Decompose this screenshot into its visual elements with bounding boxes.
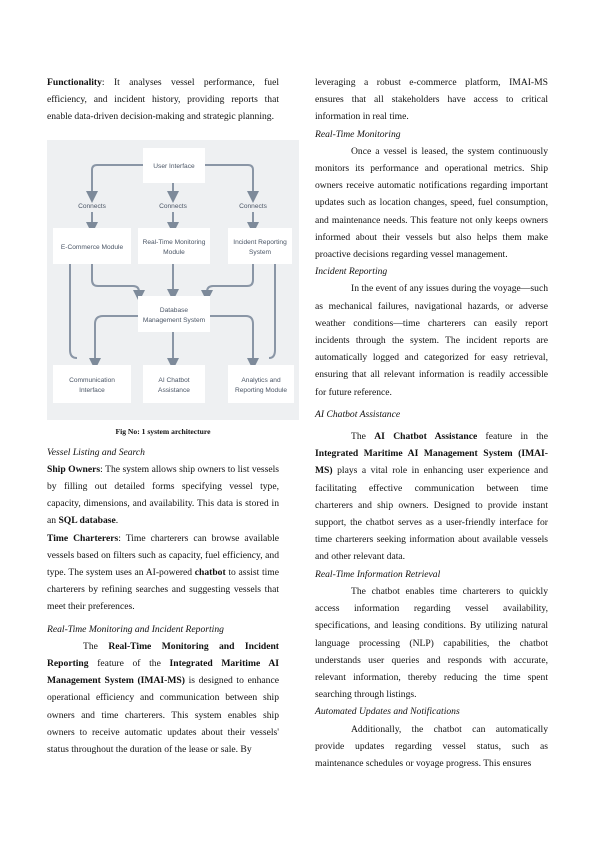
- time-charterers-paragraph: [47, 530, 279, 616]
- label-user-interface: User Interface: [153, 162, 195, 170]
- label-communication-1: Communication: [69, 376, 115, 384]
- box-communication: [53, 365, 131, 403]
- label-connects-right: Connects: [239, 202, 267, 210]
- rti-feature-term: Real-Time Monitoring and Incident Reporting: [47, 640, 279, 670]
- ship-owners-label: Ship Owners: [47, 463, 101, 475]
- label-connects-mid: Connects: [159, 202, 187, 210]
- label-database-1: Database: [159, 306, 189, 314]
- incident-reporting-paragraph: In the event of any issues during the voyage—such as mechanical failures, navigational hazards, or adverse weather conditions—time charterers can easily report incidents through the system. The incident reports are automatically logged and categorized for easy retrieval, ensuring that all relevant information is readily accessible for future reference.: [315, 283, 548, 398]
- ship-owners-end: .: [115, 515, 119, 527]
- sql-database-term: SQL database: [58, 515, 116, 527]
- label-communication-2: Interface: [79, 386, 105, 394]
- chatbot-system-term: Integrated Maritime AI Management System (IMAI-MS): [315, 448, 548, 477]
- ai-chatbot-paragraph: [315, 428, 548, 566]
- heading-incident-reporting: Incident Reporting: [315, 266, 388, 278]
- label-analytics-2: Reporting Module: [234, 386, 288, 394]
- chatbot-start: The: [351, 431, 375, 443]
- box-incident: [228, 228, 292, 264]
- automated-updates-paragraph: Additionally, the chatbot can automatically provide updates regarding vessel status, such as maintenance schedules or voyage progress. This ensures: [315, 723, 548, 769]
- label-ecommerce: E-Commerce Module: [60, 243, 124, 251]
- heading-realtime-incident: Real-Time Monitoring and Incident Reporting: [47, 623, 224, 635]
- chatbot-end: plays a vital role in enhancing user experience and facilitating effective communication between time charterers and ship owners. Designed to provide instant support, the chatbot serves as a user-friendly interface for time charterers seeking information about available vessels and other relevant data.: [315, 465, 548, 563]
- functionality-text: : It analyses vessel performance, fuel efficiency, and incident history, providing reports that enable data-driven decision-making and strategic planning.: [47, 77, 279, 123]
- left-column: [47, 74, 288, 758]
- info-retrieval-paragraph: The chatbot enables time charterers to quickly access information regarding vessel availability, specifications, and leasing conditions. By utilizing natural language processing (NLP) capabilities, the chatbot understands user queries and responds with accurate, relevant information, thereby reducing the time spent searching through listings.: [315, 585, 548, 701]
- label-realtime-1: Real-Time Monitoring: [142, 238, 206, 246]
- realtime-monitoring-paragraph: Once a vessel is leased, the system continuously monitors its performance and operational metrics. Ship owners receive automatic notifications regarding important updates such as location changes, speed, fuel consumption, and maintenance needs. This feature not only keeps owners informed about their vessels but also helps them make proactive decisions regarding vessel management.: [315, 145, 548, 261]
- heading-vessel-listing: Vessel Listing and Search: [47, 446, 145, 458]
- system-architecture-figure: [47, 140, 299, 420]
- label-realtime-2: Module: [163, 248, 185, 256]
- label-database-2: Management System: [142, 316, 206, 324]
- figure-caption: Fig No: 1 system architecture: [115, 426, 211, 436]
- architecture-diagram: [47, 140, 299, 420]
- label-incident-1: Incident Reporting: [233, 238, 287, 246]
- box-analytics: [228, 365, 294, 403]
- label-analytics-1: Analytics and: [241, 376, 281, 384]
- functionality-label: Functionality: [47, 77, 102, 88]
- box-realtime: [138, 228, 210, 264]
- label-connects-left: Connects: [78, 202, 106, 210]
- rti-start: The: [83, 640, 109, 652]
- right-column: [315, 74, 548, 772]
- heading-realtime-monitoring: Real-Time Monitoring: [315, 128, 401, 140]
- box-database: [138, 296, 210, 332]
- heading-ai-chatbot: AI Chatbot Assistance: [315, 408, 401, 420]
- rti-mid: feature of the: [88, 658, 170, 670]
- time-charterers-label: Time Charterers: [47, 532, 119, 544]
- rti-system-term: Integrated Maritime AI Management System (IMAI-MS): [47, 658, 279, 687]
- chatbot-feature-term: AI Chatbot Assistance: [374, 431, 478, 443]
- label-incident-2: System: [249, 248, 271, 256]
- ship-owners-paragraph: [47, 461, 279, 530]
- label-chatbot-1: AI Chatbot: [158, 376, 190, 384]
- leveraging-paragraph: leveraging a robust e-commerce platform, IMAI-MS ensures that all stakeholders have access to critical information in real time.: [315, 77, 548, 123]
- realtime-incident-paragraph: [47, 638, 279, 758]
- time-charterers-end: to assist time charterers by refining searches and suggesting vessels that meet their preferences.: [47, 567, 279, 613]
- ship-owners-text: : The system allows ship owners to list vessels by filling out detailed forms specifying vessel type, capacity, dimensions, and availability. This data is stored in an: [47, 463, 280, 527]
- rti-end: is designed to enhance operational efficiency and communication between ship owners and time charterers. This system enables ship owners to receive automatic updates about their vessels' status throughout the duration of the lease or sale. By: [47, 675, 279, 756]
- functionality-paragraph: [47, 74, 279, 126]
- chatbot-term: chatbot: [194, 567, 226, 579]
- heading-info-retrieval: Real-Time Information Retrieval: [315, 568, 441, 580]
- chatbot-mid: feature in the: [477, 431, 548, 443]
- box-chatbot: [143, 365, 205, 403]
- time-charterers-text: : Time charterers can browse available vessels based on filters such as capacity, fuel efficiency, and type. The system uses an AI-powered: [47, 532, 279, 579]
- label-chatbot-2: Assistance: [158, 386, 190, 394]
- heading-automated-updates: Automated Updates and Notifications: [315, 706, 460, 718]
